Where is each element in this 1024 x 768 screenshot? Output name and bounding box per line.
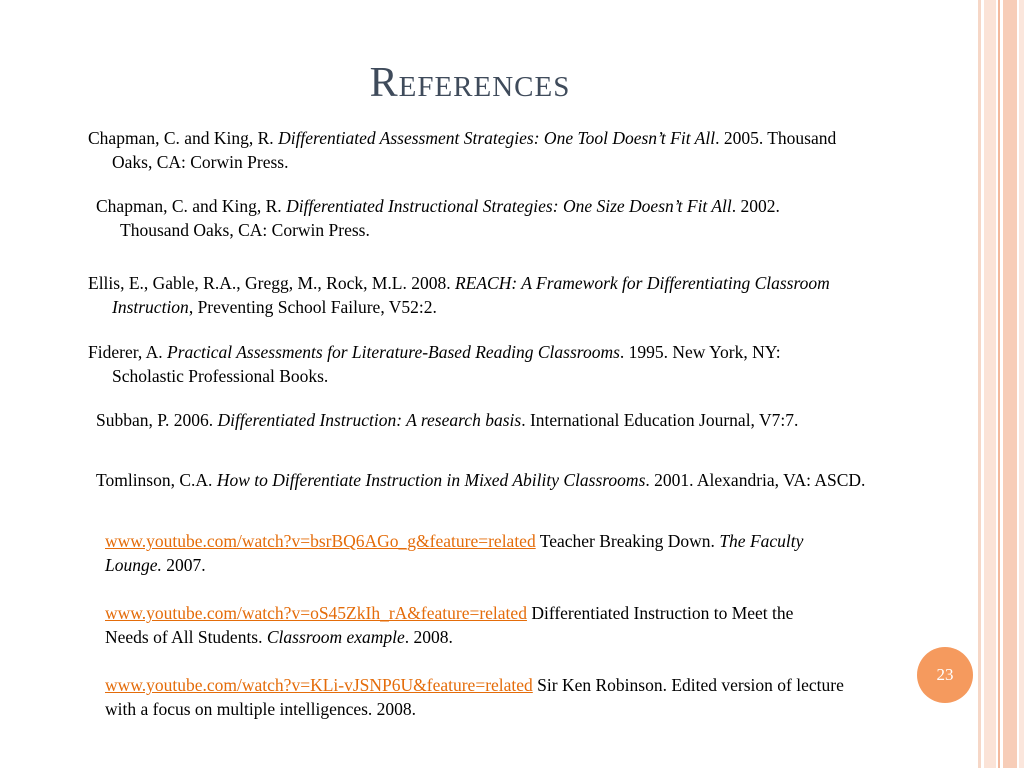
web-reference-title: Classroom example <box>266 627 405 647</box>
web-reference-year: 2007. <box>161 555 206 575</box>
border-stripe <box>998 0 1000 768</box>
video-link[interactable]: www.youtube.com/watch?v=KLi-vJSNP6U&feature=related <box>105 675 533 695</box>
video-link[interactable]: www.youtube.com/watch?v=bsrBQ6AGo_g&feature=related <box>105 531 536 551</box>
reference-item <box>88 271 842 319</box>
reference-authors: Ellis, E., Gable, R.A., Gregg, M., Rock, M.L. 2008. <box>88 273 455 293</box>
web-reference-year: . 2008. <box>404 627 453 647</box>
reference-authors: Subban, P. 2006. <box>96 410 218 430</box>
reference-authors: Chapman, C. and King, R. <box>96 196 287 216</box>
reference-book-title: Differentiated Instruction: A research basis <box>217 410 522 430</box>
reference-details: . 1995. New York, NY: Scholastic Professional Books. <box>112 342 781 386</box>
web-reference-description: Teacher Breaking Down. <box>535 531 720 551</box>
reference-book-title: Practical Assessments for Literature-Based Reading Classrooms <box>167 342 620 362</box>
reference-item <box>96 468 870 492</box>
web-reference-title: The Faculty Lounge. <box>105 531 804 575</box>
border-stripe <box>978 0 981 768</box>
border-stripe <box>984 0 996 768</box>
reference-book-title: Differentiated Instructional Strategies: One Size Doesn’t Fit All <box>286 196 732 216</box>
video-link[interactable]: www.youtube.com/watch?v=oS45ZkIh_rA&feature=related <box>105 603 527 623</box>
reference-details: , Preventing School Failure, V52:2. <box>188 297 437 317</box>
reference-item <box>88 340 852 388</box>
reference-details: . International Education Journal, V7:7. <box>521 410 799 430</box>
reference-book-title: REACH: A Framework for Differentiating Classroom Instruction <box>112 273 830 317</box>
reference-item <box>88 126 842 174</box>
reference-authors: Chapman, C. and King, R. <box>88 128 279 148</box>
decorative-border <box>978 0 1024 768</box>
border-stripe <box>1003 0 1017 768</box>
page-number-badge: 23 <box>917 647 973 703</box>
reference-item <box>96 194 850 242</box>
reference-item <box>96 408 850 432</box>
web-reference-item <box>105 673 845 721</box>
web-reference-item <box>105 529 835 577</box>
reference-details: . 2001. Alexandria, VA: ASCD. <box>645 470 866 490</box>
web-reference-item <box>105 601 835 649</box>
reference-details: . 2005. Thousand Oaks, CA: Corwin Press. <box>112 128 837 172</box>
slide-title: References <box>369 60 571 106</box>
reference-authors: Fiderer, A. <box>88 342 168 362</box>
reference-details: . 2002. Thousand Oaks, CA: Corwin Press. <box>120 196 780 240</box>
reference-book-title: How to Differentiate Instruction in Mixed Ability Classrooms <box>216 470 646 490</box>
border-stripe <box>1019 0 1024 768</box>
reference-book-title: Differentiated Assessment Strategies: One Tool Doesn’t Fit All <box>278 128 716 148</box>
web-reference-description: Differentiated Instruction to Meet the Needs of All Students. <box>105 603 794 647</box>
web-reference-description: Sir Ken Robinson. Edited version of lecture with a focus on multiple intelligences. 2008. <box>105 675 844 719</box>
reference-authors: Tomlinson, C.A. <box>96 470 217 490</box>
